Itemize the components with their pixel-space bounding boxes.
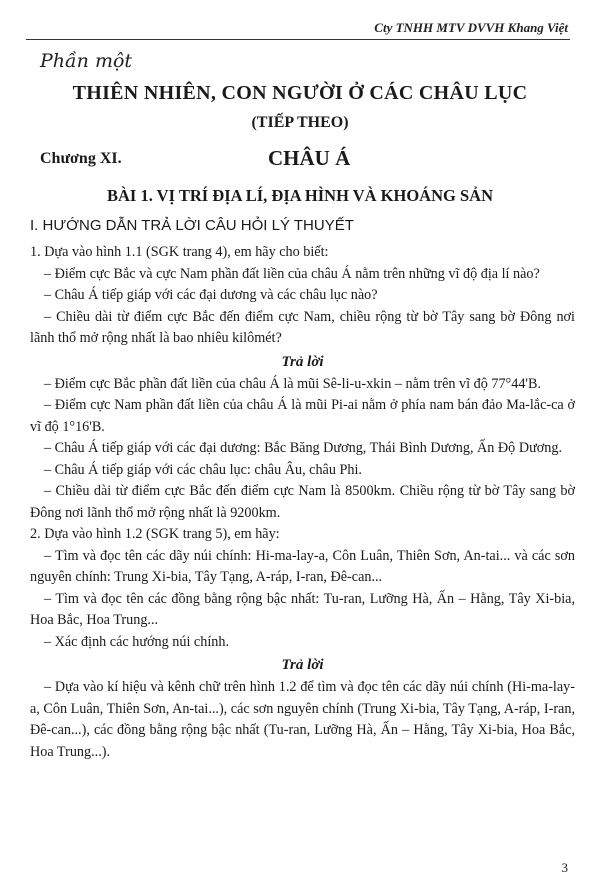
section-title: I. HƯỚNG DẪN TRẢ LỜI CÂU HỎI LÝ THUYẾT: [30, 217, 354, 234]
chapter-label: Chương XI.: [40, 150, 122, 167]
answer-1a: – Điểm cực Bắc phần đất liền của châu Á là mũi Sê-li-u-xkin – nằm trên vĩ độ 77°44'B.: [44, 375, 541, 392]
answer-1-title: Trả lời: [281, 353, 324, 370]
question-1b: – Châu Á tiếp giáp với các đại dương và các châu lục nào?: [44, 287, 378, 303]
body-text: [30, 242, 575, 763]
part-title: Phần một: [40, 50, 133, 72]
answer-1e: – Chiều dài từ điểm cực Bắc đến điểm cực Nam là 8500km. Chiều rộng từ bờ Tây sang bờ Đông nơi lãnh thổ mở rộng nhất là 9200km.: [30, 483, 575, 521]
question-2b: – Tìm và đọc tên các đồng bằng rộng bậc nhất: Tu-ran, Lưỡng Hà, Ấn – Hằng, Tây Xi-bia, Hoa Bắc, Hoa Trung...: [30, 590, 575, 628]
question-2: 2. Dựa vào hình 1.2 (SGK trang 5), em hãy:: [30, 526, 280, 542]
main-title: THIÊN NHIÊN, CON NGƯỜI Ở CÁC CHÂU LỤC: [72, 82, 528, 104]
answer-2a: – Dựa vào kí hiệu và kênh chữ trên hình 1.2 để tìm và đọc tên các dãy núi chính (Hi-ma-lay-a, Côn Luân, Thiên Sơn, An-tai...), các sơn nguyên chính (Trung Xi-bia, Tây Tạng, A-ráp, I-ran, Đê-can...), các đồng bằng rộng bậc nhất (Tu-ran, Lưỡng Hà, Ấn – Hằng, Tây Xi-bia, Hoa Bắc, Hoa Trung...).: [30, 679, 575, 760]
question-1c: – Chiều dài từ điểm cực Bắc đến điểm cực Nam, chiều rộng từ bờ Tây sang bờ Đông nơi lãnh thổ mở rộng nhất là bao nhiêu kilômét?: [30, 308, 575, 346]
header-rule: [26, 39, 570, 40]
answer-1c: – Châu Á tiếp giáp với các đại dương: Bắc Băng Dương, Thái Bình Dương, Ấn Độ Dương.: [44, 440, 562, 456]
answer-1d: – Châu Á tiếp giáp với các châu lục: châu Âu, châu Phi.: [44, 461, 362, 478]
running-header: Cty TNHH MTV DVVH Khang Việt: [374, 20, 568, 35]
chapter-name: CHÂU Á: [268, 146, 351, 170]
page-number: 3: [561, 860, 568, 875]
sub-title: (TIẾP THEO): [251, 114, 349, 131]
question-2a: – Tìm và đọc tên các dãy núi chính: Hi-ma-lay-a, Côn Luân, Thiên Sơn, An-tai... và các sơn nguyên chính: Trung Xi-bia, Tây Tạng, A-ráp, I-ran, Đê-can...: [30, 547, 575, 585]
lesson-title: BÀI 1. VỊ TRÍ ĐỊA LÍ, ĐỊA HÌNH VÀ KHOÁNG SẢN: [106, 186, 493, 205]
answer-2-title: Trả lời: [281, 657, 324, 673]
question-1a: – Điểm cực Bắc và cực Nam phần đất liền của châu Á nằm trên những vĩ độ địa lí nào?: [44, 265, 540, 282]
question-2c: – Xác định các hướng núi chính.: [44, 633, 229, 650]
answer-1b: – Điểm cực Nam phần đất liền của châu Á là mũi Pi-ai nằm ở phía nam bán đảo Ma-lắc-ca ở vĩ độ 1°16'B.: [30, 397, 575, 435]
question-1: 1. Dựa vào hình 1.1 (SGK trang 4), em hãy cho biết:: [30, 244, 329, 260]
